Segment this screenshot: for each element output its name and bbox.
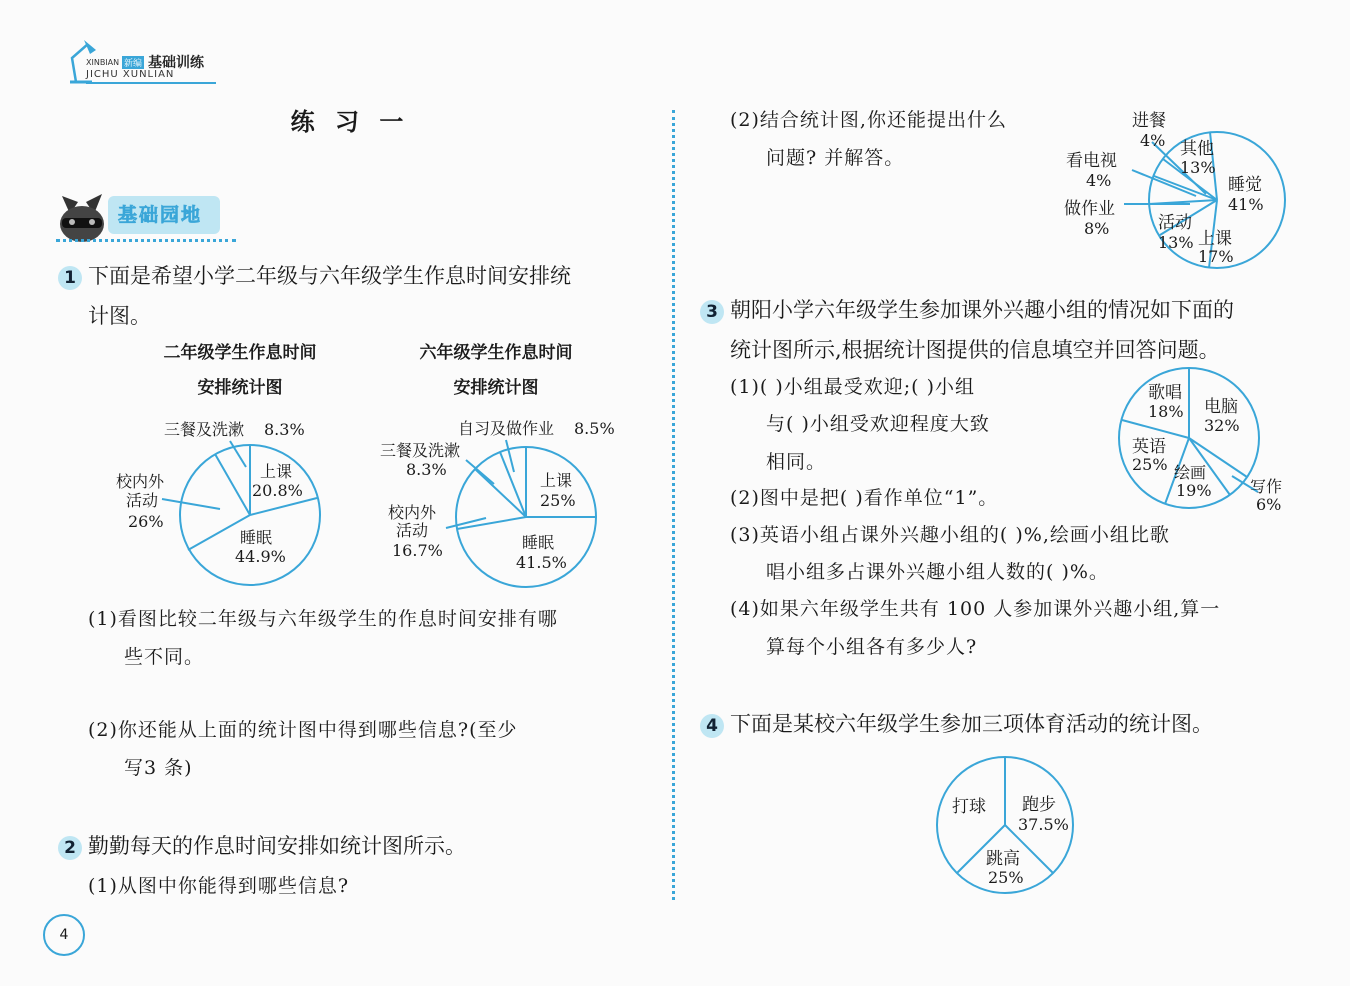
logo-pinyin-1: XINBIAN (86, 58, 120, 67)
q4-text: 下面是某校六年级学生参加三项体育活动的统计图。 (730, 712, 1213, 736)
q1-prompt (58, 256, 658, 296)
logo-underline (86, 82, 216, 84)
pie-interest-label: 绘画 (1174, 463, 1207, 482)
pie-grade6-value: 8.3% (406, 460, 447, 479)
q3-sub3-line2: 唱小组多占课外兴趣小组人数的( )%。 (766, 561, 1109, 583)
q3-number: 3 (700, 300, 724, 324)
pie-qinqin-label: 活动 (1158, 213, 1192, 233)
pie-qinqin-value: 13% (1158, 233, 1194, 252)
pie-grade2-label: 校内外 (116, 472, 165, 491)
q4-number: 4 (700, 714, 724, 738)
q1-text-line1: 下面是希望小学二年级与六年级学生作息时间安排统 (88, 264, 571, 288)
chart-right-title2: 安排统计图 (453, 378, 539, 398)
page-title: 练 习 一 (290, 108, 410, 136)
q1-text-line2: 计图。 (88, 304, 151, 328)
q2-text: 勤勤每天的作息时间安排如统计图所示。 (88, 834, 466, 858)
q3-sub1-line2: 与( )小组受欢迎程度大致 (766, 413, 990, 435)
pie-grade6-divider (500, 452, 526, 517)
pie-grade6-label: 校内外 (388, 503, 437, 522)
pie-grade2-label: 三餐及洗漱 (164, 420, 245, 439)
pie-qinqin-label: 看电视 (1066, 151, 1117, 171)
q3-sub3-line1: (3)英语小组占课外兴趣小组的( )%,绘画小组比歌 (730, 524, 1170, 546)
pie-grade6-label: 睡眠 (522, 533, 555, 552)
pie-sports-label: 跳高 (986, 849, 1020, 869)
pie-grade6-label: 上课 (540, 471, 573, 490)
arrow (506, 440, 514, 472)
q3-text-line1: 朝阳小学六年级学生参加课外兴趣小组的情况如下面的 (730, 298, 1234, 322)
pie-grade2-label: 上课 (260, 462, 293, 481)
chart-right-title1: 六年级学生作息时间 (419, 343, 573, 363)
pie-interest-value: 25% (1132, 455, 1168, 474)
pie-qinqin (1060, 104, 1300, 274)
pie-qinqin-label: 进餐 (1132, 111, 1166, 131)
pie-grade6 (376, 410, 626, 600)
q2-sub1: (1)从图中你能得到哪些信息? (88, 875, 350, 897)
pie-grade2-value: 8.3% (264, 420, 305, 439)
pie-interest-label: 歌唱 (1148, 383, 1182, 403)
pie-qinqin-label: 上课 (1198, 229, 1232, 249)
pie-qinqin-value: 4% (1086, 171, 1112, 190)
pie-grade6-value: 25% (540, 491, 576, 510)
q3-sub4-line1: (4)如果六年级学生共有 100 人参加课外兴趣小组,算一 (730, 598, 1221, 620)
pie-interest-groups (1110, 364, 1300, 514)
pie-grade2-label: 活动 (126, 491, 159, 510)
pie-interest-value: 32% (1204, 416, 1240, 435)
pie-sports-label: 跑步 (1022, 795, 1056, 815)
page-number-label: 4 (59, 927, 69, 943)
pie-interest-value: 6% (1256, 495, 1282, 514)
page-number (43, 914, 85, 956)
pie-grade2 (100, 405, 340, 600)
pie-sports (930, 750, 1080, 900)
q3-text-line2: 统计图所示,根据统计图提供的信息填空并回答问题。 (730, 338, 1220, 362)
pie-grade6-value: 41.5% (516, 553, 567, 572)
pie-grade6-divider (475, 469, 526, 517)
q4-prompt (700, 704, 1340, 744)
pie-grade6-value: 8.5% (574, 419, 615, 438)
center-divider (672, 110, 675, 900)
pie-qinqin-value: 17% (1198, 247, 1234, 266)
mascot-icon (56, 188, 108, 244)
pie-interest-value: 19% (1176, 481, 1212, 500)
pie-sports-value: 37.5% (1018, 815, 1069, 834)
logo-title: 基础训练 (148, 55, 204, 71)
q1-number: 1 (58, 266, 82, 290)
q2-number: 2 (58, 836, 82, 860)
header-logo (62, 36, 222, 88)
pie-sports-label: 打球 (952, 797, 986, 817)
logo-tag: 新编 (122, 56, 144, 69)
pie-sports-value: 25% (988, 868, 1024, 887)
arrow (162, 499, 220, 509)
pie-qinqin-label: 睡觉 (1228, 175, 1262, 195)
pie-grade6-value: 16.7% (392, 541, 443, 560)
q2-sub2-line1: (2)结合统计图,你还能提出什么 (730, 109, 1007, 131)
pie-qinqin-value: 13% (1180, 158, 1216, 177)
q1-sub1-line1: (1)看图比较二年级与六年级学生的作息时间安排有哪 (88, 608, 558, 630)
logo-pinyin-2: JICHU XUNLIAN (86, 69, 175, 80)
q1-sub1-line2: 些不同。 (124, 646, 205, 668)
pie-grade2-value: 44.9% (235, 547, 286, 566)
pie-interest-value: 18% (1148, 402, 1184, 421)
q3-sub4-line2: 算每个小组各有多少人? (766, 636, 978, 658)
pie-qinqin-value: 4% (1140, 131, 1166, 150)
chart-left-title2: 安排统计图 (197, 378, 283, 398)
pie-grade2-divider (250, 498, 317, 515)
pie-interest-label: 电脑 (1204, 397, 1238, 417)
pie-grade2-label: 睡眠 (240, 528, 273, 547)
pie-qinqin-label: 做作业 (1064, 199, 1115, 219)
pie-grade6-label: 活动 (396, 521, 429, 540)
q3-prompt (700, 290, 1340, 330)
pie-grade6-label: 自习及做作业 (458, 419, 555, 438)
pie-qinqin-label: 其他 (1180, 139, 1214, 159)
pie-grade2-value: 20.8% (252, 481, 303, 500)
q3-sub1-line1: (1)( )小组最受欢迎;( )小组 (730, 376, 976, 398)
q2-prompt (58, 826, 658, 866)
pie-qinqin-value: 8% (1084, 219, 1110, 238)
chart-left-title1: 二年级学生作息时间 (163, 343, 317, 363)
q1-sub2-line1: (2)你还能从上面的统计图中得到哪些信息?(至少 (88, 719, 518, 741)
pie-interest-label: 英语 (1132, 437, 1166, 457)
pie-qinqin-value: 41% (1228, 195, 1264, 214)
pie-interest-divider (1122, 420, 1189, 438)
q2-sub2-line2: 问题? 并解答。 (766, 147, 905, 169)
banner-label: 基础园地 (118, 204, 203, 226)
q1-sub2-line2: 写3 条) (124, 757, 193, 779)
pie-grade2-value: 26% (128, 512, 164, 531)
section-banner (56, 188, 246, 248)
pie-interest-label: 写作 (1250, 477, 1283, 496)
pie-qinqin-divider (1154, 176, 1217, 200)
banner-dots (56, 239, 236, 242)
pie-grade6-label: 三餐及洗漱 (380, 441, 461, 460)
q3-sub1-line3: 相同。 (766, 451, 827, 473)
q3-sub2: (2)图中是把( )看作单位“1”。 (730, 487, 999, 509)
